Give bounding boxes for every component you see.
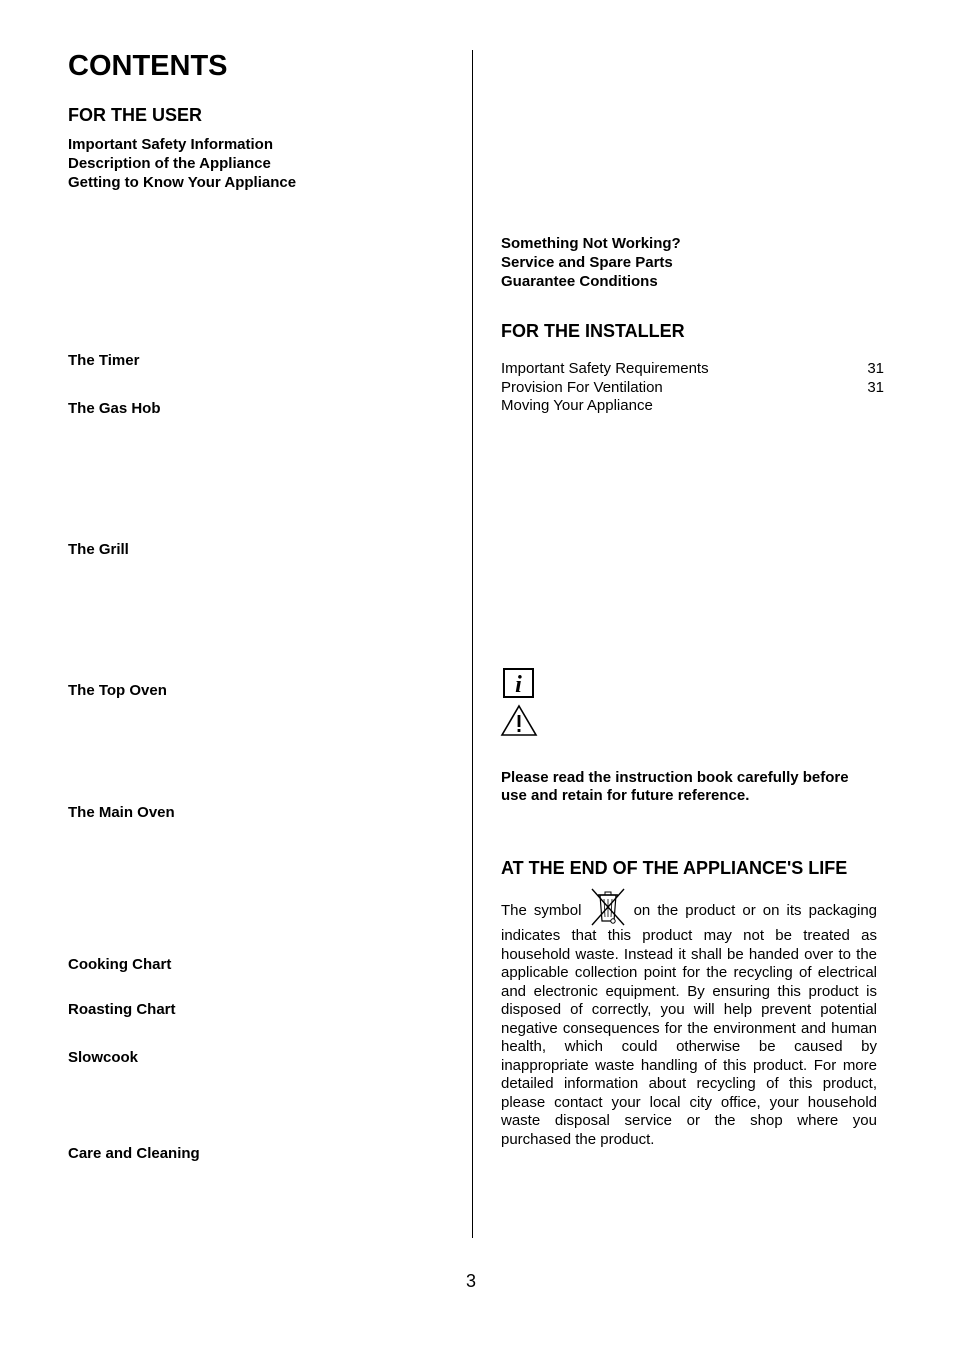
toc-item-something-not-working: Something Not Working?	[501, 235, 681, 252]
installer-section-heading: FOR THE INSTALLER	[501, 321, 685, 341]
crossed-wheelie-bin-icon	[589, 887, 627, 927]
toc-row-safety-requirements	[501, 360, 884, 379]
toc-item-service-spare-parts: Service and Spare Parts	[501, 254, 673, 271]
svg-text:i: i	[515, 672, 522, 698]
notice-line-1: Please read the instruction book carefully before	[501, 769, 849, 786]
toc-item-safety-information: Important Safety Information	[68, 136, 274, 153]
toc-row-label: Moving Your Appliance	[501, 397, 653, 414]
toc-row-page: 31	[867, 379, 884, 396]
toc-item-care-cleaning: Care and Cleaning	[68, 1145, 200, 1162]
page-number: 3	[466, 1271, 477, 1291]
toc-row-label: Provision For Ventilation	[501, 379, 663, 396]
user-section-heading: FOR THE USER	[68, 105, 203, 125]
toc-item-roasting-chart: Roasting Chart	[68, 1001, 176, 1018]
toc-item-main-oven: The Main Oven	[68, 804, 175, 821]
toc-row-moving-appliance	[501, 397, 884, 416]
toc-item-gas-hob: The Gas Hob	[68, 400, 161, 417]
toc-item-timer: The Timer	[68, 352, 140, 369]
toc-item-grill: The Grill	[68, 541, 129, 558]
toc-item-slowcook: Slowcook	[68, 1049, 139, 1066]
toc-row-ventilation	[501, 379, 884, 398]
end-of-life-paragraph	[501, 902, 877, 1149]
toc-item-guarantee-conditions: Guarantee Conditions	[501, 273, 658, 290]
info-icon	[503, 668, 534, 703]
page-title: CONTENTS	[68, 50, 228, 82]
paragraph-body: on the product or on its packaging indicates that this product may not be treated as household waste. Instead it shall be handed over to the applicable collection point for the recycling of electrical and electronic equipment. By ensuring this product is disposed of correctly, you will help prevent potential negative consequences for the environment and human health, which could otherwise be caused by inappropriate waste handling of this product. For more detailed information about recycling of this product, please contact your local city office, your household waste disposal service or the shop where you purchased the product.	[501, 902, 878, 1148]
toc-row-page: 31	[867, 360, 884, 377]
toc-item-description: Description of the Appliance	[68, 155, 271, 172]
toc-item-getting-to-know: Getting to Know Your Appliance	[68, 174, 297, 191]
notice-line-2: use and retain for future reference.	[501, 787, 750, 804]
column-divider	[472, 50, 473, 1238]
toc-item-cooking-chart: Cooking Chart	[68, 956, 172, 973]
end-of-life-heading: AT THE END OF THE APPLIANCE'S LIFE	[501, 858, 848, 878]
toc-row-label: Important Safety Requirements	[501, 360, 709, 377]
paragraph-intro: The symbol	[501, 902, 582, 919]
toc-item-top-oven: The Top Oven	[68, 682, 167, 699]
warning-triangle-icon	[500, 704, 538, 742]
